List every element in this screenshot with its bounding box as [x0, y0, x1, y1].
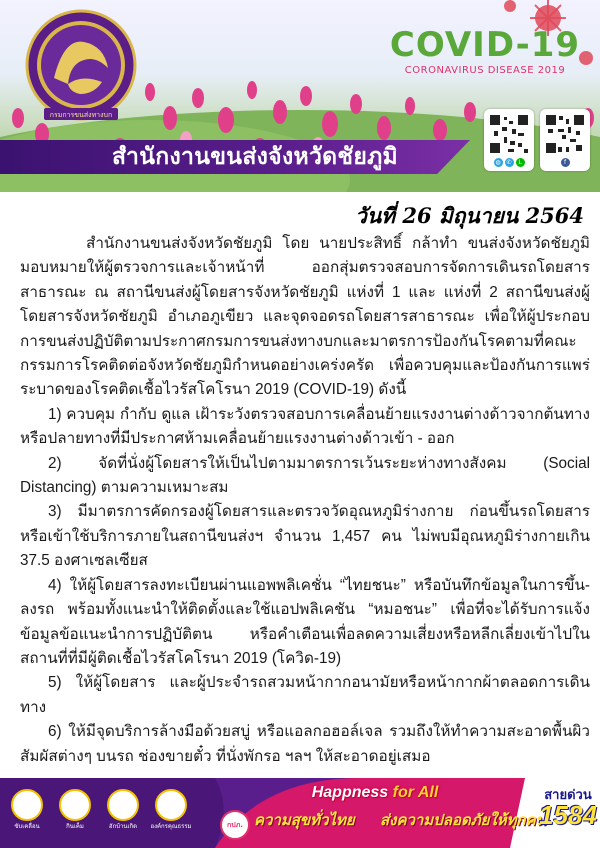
header-banner	[0, 0, 600, 192]
covid-banner	[378, 26, 592, 78]
covid-title: COVID-19	[389, 25, 581, 65]
footer-logo-4: องค์กรคุณธรรม	[150, 789, 192, 830]
footer-logo-3: ฮักบ้านเกิด	[102, 789, 144, 830]
measure-item: 2) จัดที่นั่งผู้โดยสารให้เป็นไปตามมาตรการเว้นระยะห่างทางสังคม (Social Distancing) ตามความเหมาะสม	[20, 454, 590, 497]
dlt-heart-badge: กปภ.	[220, 810, 250, 840]
dlt-emblem-logo	[24, 8, 138, 126]
web-icon: ◍	[495, 159, 501, 166]
measure-item: 4) ให้ผู้โดยสารลงทะเบียนผ่านแอพพลิเคชั่น “ไทยชนะ” หรือบันทึกข้อมูลในการขึ้น-ลงรถ พร้อมทั้งแนะนำให้ติดตั้งและใช้แอปพลิเคชัน “หมอชนะ” เพื่อที่จะได้รับการแจ้งข้อมูลข้อแนะนำการปฏิบัติตน หรือคำเตือนเพื่อลดความเสี่ยงหรือหลีกเลี่ยงเข้าไปในสถานที่ที่มีผู้ติดเชื้อไวรัสโคโรนา 2019 (โควิด-19)	[20, 576, 590, 667]
measure-item: 5) ให้ผู้โดยสาร และผู้ประจำรถสวมหน้ากากอนามัยหรือหน้ากากผ้าตลอดการเดินทาง	[20, 674, 590, 716]
happiness-slogan: Happness for All	[311, 784, 439, 801]
badge-icon	[11, 789, 43, 821]
social-icons	[540, 158, 590, 168]
intro-paragraph: สำนักงานขนส่งจังหวัดชัยภูมิ โดย นายประสิทธิ์ กล้าทำ ขนส่งจังหวัดชัยภูมิ มอบหมายให้ผู้ตรวจการและเจ้าหน้าที่ ออกสุ่มตรวจสอบการจัดการเดินรถโดยสารสาธารณะ ณ สถานีขนส่งผู้โดยสารจังหวัดชัยภูมิ แห่งที่ 1 และ แห่งที่ 2 สถานีขนส่งผู้โดยสารจังหวัดชัยภูมิ อำเภอภูเขียว และจุดจอดรถโดยสารสาธารณะ เพื่อให้ผู้ประกอบการขนส่งปฏิบัติตามประกาศกรมการขนส่งทางบกและมาตรการป้องกันโรคตามที่คณะกรรมการโรคติดต่อจังหวัดชัยภูมิกำหนดอย่างเคร่งครัด เพื่อควบคุมและป้องกันการแพร่ระบาดของโรคติดเชื้อไวรัสโคโรนา 2019 (COVID-19) ดังนี้	[20, 235, 590, 399]
line-icon: L	[516, 158, 525, 167]
slogan-happiness-thailand: ความสุขทั่วไทย	[254, 812, 355, 829]
footer-logo-2: กินเค็ม	[54, 789, 96, 830]
facebook-qr-code[interactable]	[540, 109, 590, 171]
hotline-number[interactable]: 1584	[539, 800, 597, 830]
release-date: วันที่ 26 มิถุนายน 2564	[355, 203, 584, 228]
badge-icon	[107, 789, 139, 821]
qr-pattern-icon	[544, 113, 586, 155]
phone-icon: ✆	[506, 159, 512, 166]
covid-subtitle: CORONAVIRUS DISEASE 2019	[404, 65, 566, 76]
office-title: สำนักงานขนส่งจังหวัดชัยภูมิ	[112, 144, 399, 170]
measure-item: 6) ให้มีจุดบริการล้างมือด้วยสบู่ หรือแอลกอฮอล์เจล รวมถึงให้ทำความสะอาดพื้นผิวสัมผัสต่างๆ บนรถ ช่องขายตั๋ว ที่นั่งพักรอ ฯลฯ ให้สะอาดอยู่เสมอ	[20, 723, 590, 765]
line-qr-code[interactable]	[484, 109, 534, 171]
svg-text:กรมการขนส่งทางบก: กรมการขนส่งทางบก	[49, 111, 113, 119]
measure-item: 3) มีมาตรการคัดกรองผู้โดยสารและตรวจวัดอุณหภูมิร่างกาย ก่อนขึ้นรถโดยสาร หรือเข้าใช้บริการภายในสถานีขนส่งฯ จำนวน 1,457 คน ไม่พบมีอุณหภูมิร่างกายเกิน 37.5 องศาเซลเซียส	[20, 503, 590, 570]
social-icons	[484, 158, 534, 168]
hotline-label: สายด่วน	[544, 788, 592, 803]
qr-pattern-icon	[488, 113, 530, 155]
footer-banner	[0, 778, 600, 848]
facebook-icon: f	[561, 158, 570, 167]
footer-logo-1: ขับเคลื่อน	[6, 789, 48, 830]
badge-icon	[59, 789, 91, 821]
measure-item: 1) ควบคุม กำกับ ดูแล เฝ้าระวังตรวจสอบการเคลื่อนย้ายแรงงานต่างด้าวจากต้นทาง หรือปลายทางที่มีประกาศห้ามเคลื่อนย้ายแรงงานต่างด้าวเข้า - ออก	[20, 405, 590, 448]
badge-icon	[155, 789, 187, 821]
slogan-safety-for-all: ส่งความปลอดภัยให้ทุกคน	[380, 812, 546, 829]
article-body	[20, 232, 590, 769]
